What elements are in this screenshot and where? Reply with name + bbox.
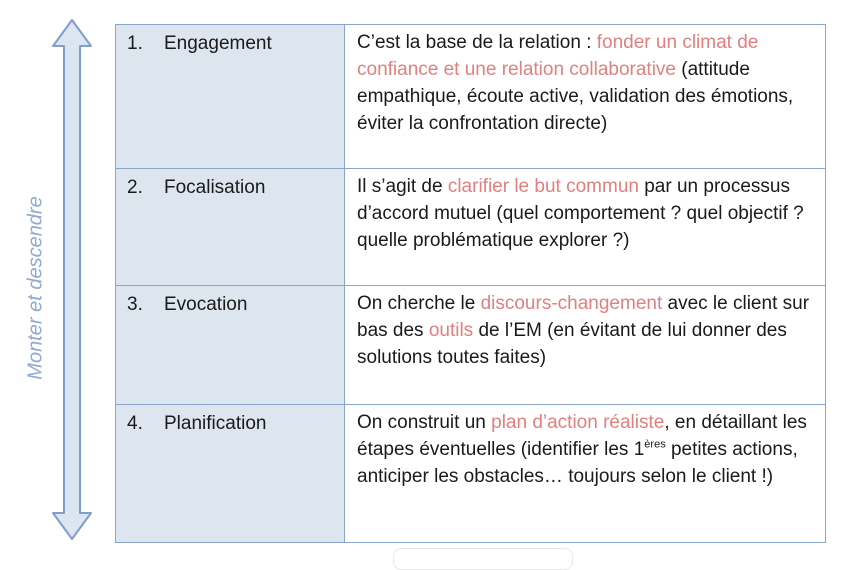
desc-text: C’est la base de la relation :: [357, 32, 597, 53]
step-title-cell: [116, 169, 345, 286]
desc-highlight: clarifier le but commun: [447, 176, 639, 197]
table-row: [116, 25, 826, 169]
desc-text: avec le client sur bas des: [357, 293, 810, 341]
table-row: [116, 286, 826, 405]
vertical-double-arrow-icon: [50, 18, 94, 541]
step-number: 3.: [127, 294, 143, 315]
table-row: [116, 405, 826, 543]
desc-text: (attitude empathique, écoute active, validation des émotions, éviter la confrontation directe): [357, 59, 794, 134]
desc-text: Il s’agit de: [357, 176, 448, 197]
step-description: [345, 405, 826, 543]
steps-table: [115, 24, 826, 543]
step-title-cell: [116, 286, 345, 405]
superscript: ères: [644, 438, 666, 451]
table-row: [116, 169, 826, 286]
desc-highlight: discours-changement: [480, 293, 663, 314]
desc-highlight: fonder un climat de confiance et une relation collaborative: [357, 32, 759, 80]
step-number: 2.: [127, 177, 143, 198]
step-title-cell: [116, 405, 345, 543]
step-number: 4.: [127, 413, 143, 434]
step-title: Evocation: [164, 294, 248, 315]
desc-text: petites actions, anticiper les obstacles… toujours selon le client !): [357, 439, 798, 487]
step-title-cell: [116, 25, 345, 169]
step-description: [345, 25, 826, 169]
side-label: Monter et descendre: [24, 196, 47, 380]
step-title: Engagement: [164, 33, 272, 54]
desc-highlight: plan d’action réaliste: [491, 412, 665, 433]
desc-highlight: outils: [428, 320, 474, 341]
desc-text: , en détaillant les étapes éventuelles (identifier les 1: [357, 412, 807, 460]
desc-text: de l’EM (en évitant de lui donner des solutions toutes faites): [357, 320, 787, 368]
step-title: Focalisation: [164, 177, 266, 198]
desc-text: On construit un: [357, 412, 492, 433]
desc-text: par un processus d’accord mutuel (quel comportement ? quel objectif ? quelle problématique explorer ?): [357, 176, 804, 251]
bottom-tab: [393, 548, 573, 570]
desc-text: On cherche le: [357, 293, 481, 314]
step-title: Planification: [164, 413, 267, 434]
step-number: 1.: [127, 33, 143, 54]
step-description: [345, 169, 826, 286]
step-description: [345, 286, 826, 405]
